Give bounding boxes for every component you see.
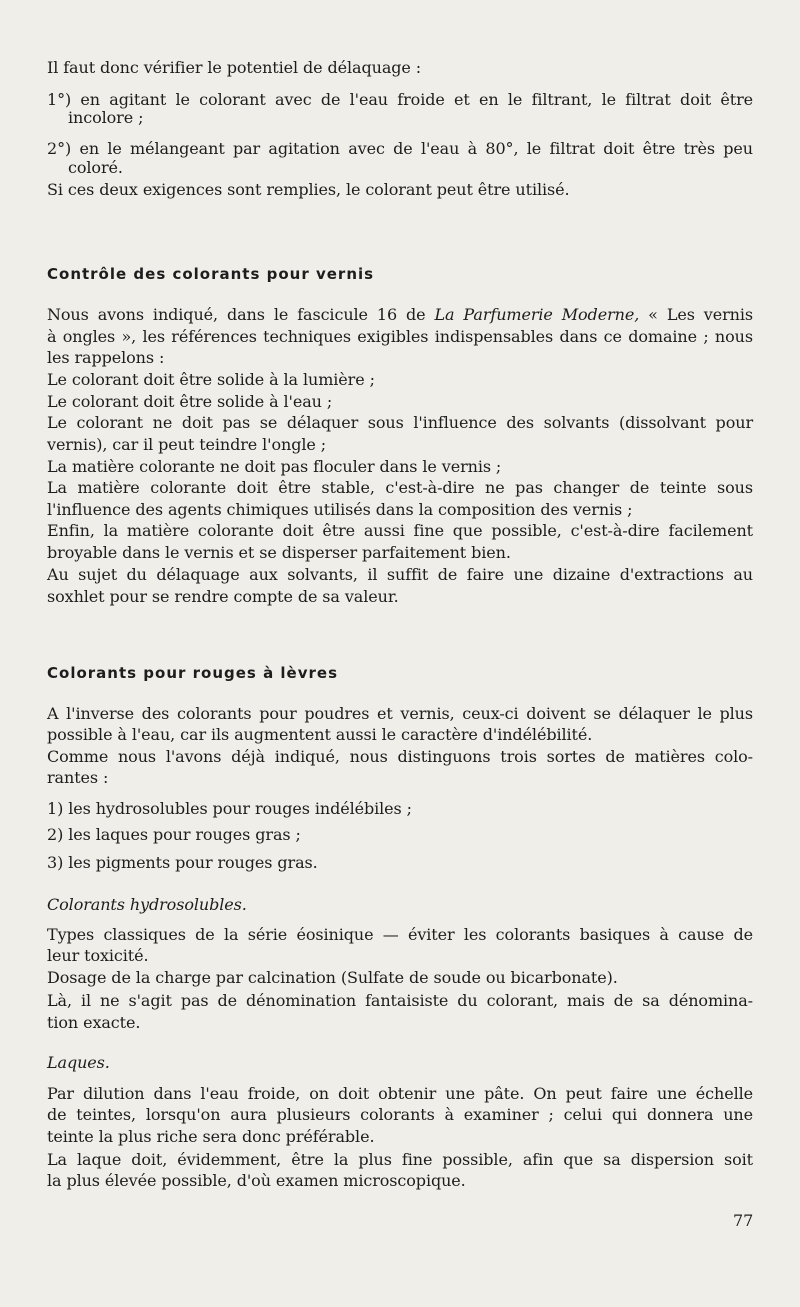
text-run: Nous avons indiqué, dans le fascicule 16 de [47,305,435,324]
text-line: rantes : [47,768,109,787]
text-line: soxhlet pour se rendre compte de sa valeur. [47,587,399,606]
text-line: Dosage de la charge par calcination (Sulfate de soude ou bicarbonate). [47,968,618,987]
text-line: A l'inverse des colorants pour poudres et vernis, ceux-ci doivent se délaquer le plus [47,704,753,723]
text-line: possible à l'eau, car ils augmentent aussi le caractère d'indélébilité. [47,725,593,744]
text-line: tion exacte. [47,1013,141,1032]
section-heading: Contrôle des colorants pour vernis [47,265,375,283]
text-line: coloré. [68,158,123,177]
text-line: Le colorant doit être solide à la lumière ; [47,370,375,389]
text-line: 2°) en le mélangeant par agitation avec de l'eau à 80°, le filtrat doit être très peu [47,139,753,158]
text-line: les rappelons : [47,348,165,367]
text-line: à ongles », les références techniques exigibles indispensables dans ce domaine ; nous [47,327,753,346]
text-line: teinte la plus riche sera donc préférable. [47,1127,375,1146]
text-line: Si ces deux exigences sont remplies, le colorant peut être utilisé. [47,180,570,199]
list-item: 2) les laques pour rouges gras ; [47,825,301,844]
text-run: « Les vernis [639,305,753,324]
list-item: 3) les pigments pour rouges gras. [47,853,318,872]
text-line: Il faut donc vérifier le potentiel de délaquage : [47,58,422,77]
list-item: 1) les hydrosolubles pour rouges indélébiles ; [47,799,412,818]
text-line: Types classiques de la série éosinique — éviter les colorants basiques à cause de [47,925,753,944]
text-line: la plus élevée possible, d'où examen microscopique. [47,1171,466,1190]
text-line: vernis), car il peut teindre l'ongle ; [47,435,327,454]
text-line: l'influence des agents chimiques utilisés dans la composition des vernis ; [47,500,633,519]
text-line: 1°) en agitant le colorant avec de l'eau froide et en le filtrant, le filtrat doit être [47,90,753,109]
text-line: Là, il ne s'agit pas de dénomination fantaisiste du colorant, mais de sa dénomina- [47,991,753,1010]
text-line: incolore ; [68,108,144,127]
journal-title: La Parfumerie Moderne, [434,305,640,324]
text-line: leur toxicité. [47,946,149,965]
text-line: La matière colorante ne doit pas floculer dans le vernis ; [47,457,502,476]
subheading: Laques. [47,1053,110,1072]
page-number: 77 [733,1211,754,1230]
text-line: La matière colorante doit être stable, c'est-à-dire ne pas changer de teinte sous [47,478,753,497]
text-line: Le colorant ne doit pas se délaquer sous l'influence des solvants (dissolvant pour [47,413,753,432]
text-line: de teintes, lorsqu'on aura plusieurs colorants à examiner ; celui qui donnera une [47,1105,753,1124]
text-line: Enfin, la matière colorante doit être aussi fine que possible, c'est-à-dire facilement [47,521,753,540]
subheading: Colorants hydrosolubles. [47,895,247,914]
text-line: broyable dans le vernis et se disperser parfaitement bien. [47,543,511,562]
text-line: La laque doit, évidemment, être la plus fine possible, afin que sa dispersion soit [47,1150,753,1169]
text-line: Comme nous l'avons déjà indiqué, nous distinguons trois sortes de matières colo- [47,747,753,766]
text-line: Par dilution dans l'eau froide, on doit obtenir une pâte. On peut faire une échelle [47,1084,753,1103]
text-line [47,305,753,325]
text-line: Au sujet du délaquage aux solvants, il suffit de faire une dizaine d'extractions au [47,565,753,584]
section-heading: Colorants pour rouges à lèvres [47,664,338,682]
text-line: Le colorant doit être solide à l'eau ; [47,392,333,411]
